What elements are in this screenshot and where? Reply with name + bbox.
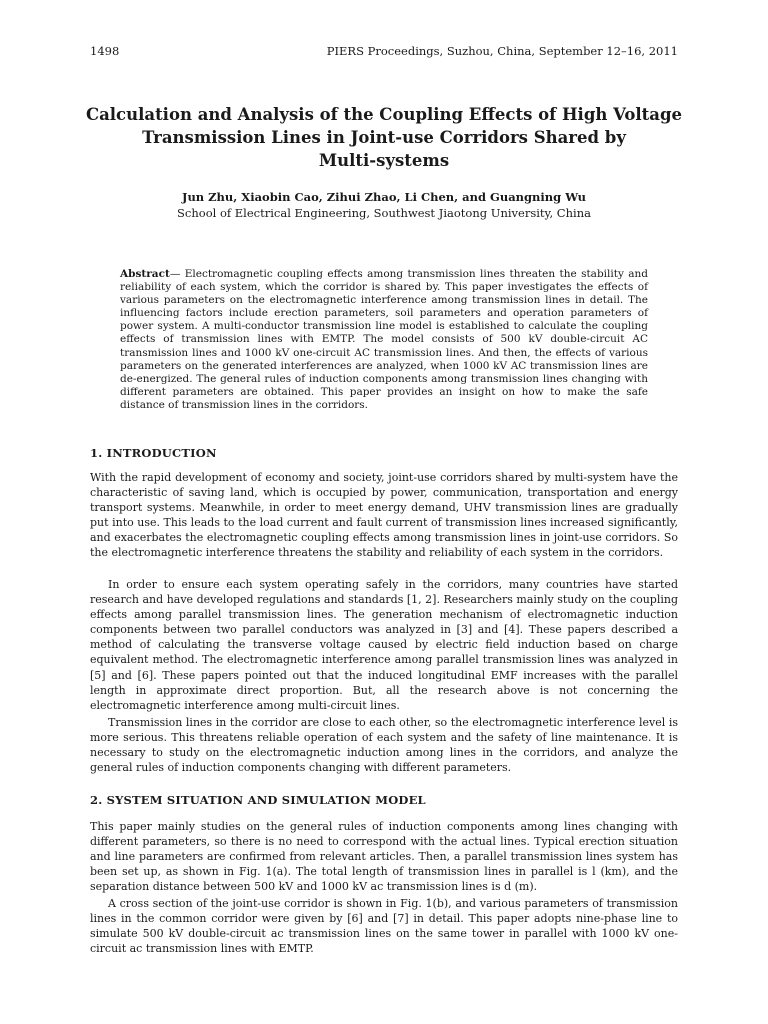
abstract-label: Abstract xyxy=(120,268,170,280)
page-number: 1498 xyxy=(90,44,120,58)
title-line: Calculation and Analysis of the Coupling Effects of High Voltage xyxy=(85,105,683,124)
affiliation: School of Electrical Engineering, Southwest Jiaotong University, China xyxy=(177,206,591,220)
paper-title xyxy=(70,103,698,172)
running-header xyxy=(90,44,678,58)
abstract-text: — Electromagnetic coupling effects among transmission lines threaten the stability and reliability of each system, which the corridor is shared by. This paper investigates the effects of various parameters on the electromagnetic interference among transmission lines in detail. The influencing factors include erection parameters, soil parameters and operation parameters of power system. A multi-conductor transmission line model is established to calculate the coupling effects of transmission lines with EMTP. The model consists of 500 kV double-circuit AC transmission lines and 1000 kV one-circuit AC transmission lines. And then, the effects of various parameters on the generated interferences are analyzed, when 1000 kV AC transmission lines are de-energized. The general rules of induction components among transmission lines changing with different parameters are obtained. This paper provides an insight on how to make the safe distance of transmission lines in the corridors. xyxy=(120,268,648,411)
body-paragraph: This paper mainly studies on the general rules of induction components among lines changing with different parameters, so there is no need to correspond with the actual lines. Typical erection situation and line parameters are confirmed from relevant articles. Then, a parallel transmission lines system has been set up, as shown in Fig. 1(a). The total length of transmission lines in parallel is l (km), and the separation distance between 500 kV and 1000 kV ac transmission lines is d (m). xyxy=(90,820,678,894)
body-paragraph: Transmission lines in the corridor are close to each other, so the electromagnetic interference level is more serious. This threatens reliable operation of each system and the safety of line maintenance. It is necessary to study on the electromagnetic induction among lines in the corridors, and analyze the general rules of induction components changing with different parameters. xyxy=(90,716,678,775)
section-heading-introduction: 1. INTRODUCTION xyxy=(90,446,217,460)
venue-line: PIERS Proceedings, Suzhou, China, September 12–16, 2011 xyxy=(326,44,678,58)
abstract xyxy=(120,268,648,412)
title-line: Transmission Lines in Joint-use Corridors Shared by xyxy=(142,128,626,147)
author-list: Jun Zhu, Xiaobin Cao, Zihui Zhao, Li Chen, and Guangning Wu xyxy=(182,190,586,204)
section-heading-system-model: 2. SYSTEM SITUATION AND SIMULATION MODEL xyxy=(90,793,426,807)
body-paragraph: With the rapid development of economy and society, joint-use corridors shared by multi-system have the characteristic of saving land, which is occupied by power, communication, transportation and energy transport systems. Meanwhile, in order to meet energy demand, UHV transmission lines are gradually put into use. This leads to the load current and fault current of transmission lines increased significantly, and exacerbates the electromagnetic coupling effects among transmission lines in joint-use corridors. So the electromagnetic interference threatens the stability and reliability of each system in the corridors. xyxy=(90,471,678,560)
body-paragraph: A cross section of the joint-use corridor is shown in Fig. 1(b), and various parameters of transmission lines in the common corridor were given by [6] and [7] in detail. This paper adopts nine-phase line to simulate 500 kV double-circuit ac transmission lines on the same tower in parallel with 1000 kV one-circuit ac transmission lines with EMTP. xyxy=(90,897,678,956)
body-paragraph: In order to ensure each system operating safely in the corridors, many countries have started research and have developed regulations and standards [1, 2]. Researchers mainly study on the coupling effects among parallel transmission lines. The generation mechanism of electromagnetic induction components between two parallel conductors was analyzed in [3] and [4]. These papers described a method of calculating the transverse voltage caused by electric field induction based on charge equivalent method. The electromagnetic interference among parallel transmission lines was analyzed in [5] and [6]. These papers pointed out that the induced longitudinal EMF increases with the parallel length in approximate direct proportion. But, all the research above is not concerning the electromagnetic interference among multi-circuit lines. xyxy=(90,578,678,712)
title-line: Multi-systems xyxy=(318,151,450,170)
